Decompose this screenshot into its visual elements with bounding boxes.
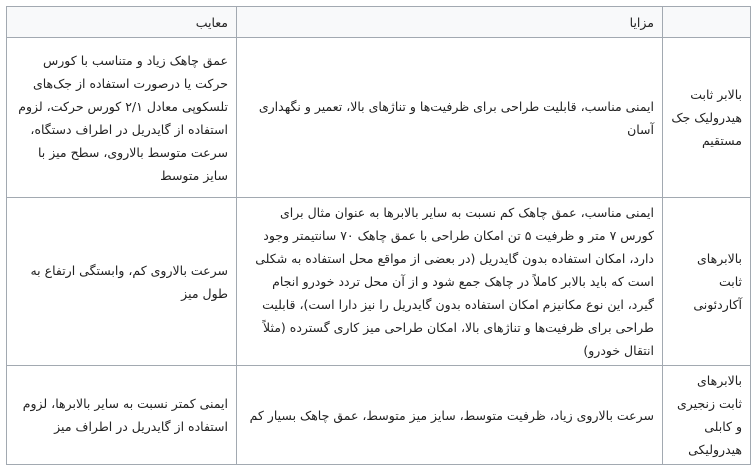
table-header-row [7, 7, 751, 38]
table-row [7, 38, 751, 198]
disadvantages-cell: سرعت بالاروی کم، وابستگی ارتفاع به طول میز [7, 198, 237, 366]
disadvantages-cell: عمق چاهک زیاد و متناسب با کورس حرکت یا درصورت استفاده از جک‌های تلسکوپی معادل ۲/۱ کورس حرکت، لزوم استفاده از گایدریل در اطراف دستگاه، سرعت متوسط بالاروی، سطح میز با سایز متوسط [7, 38, 237, 198]
header-disadvantages: معایب [7, 7, 237, 38]
advantages-cell: ایمنی مناسب، عمق چاهک کم نسبت به سایر بالابرها به عنوان مثال برای کورس ۷ متر و ظرفیت ۵ تن امکان طراحی با عمق چاهک ۷۰ سانتیمتر وجود دارد، امکان استفاده بدون گایدریل (در بعضی از مواقع محل استفاده به شکلی است که باید بالابر کاملاً در چاهک جمع شود و از آن محل تردد خودرو انجام گیرد، این نوع مکانیزم امکان استفاده بدون گایدریل را نیز دارا است)، قابلیت طراحی برای ظرفیت‌ها و تناژهای بالا، امکان طراحی میز کاری گسترده (مثلاً انتقال خودرو) [237, 198, 663, 366]
disadvantages-cell: ایمنی کمتر نسبت به سایر بالابرها، لزوم استفاده از گایدریل در اطراف میز [7, 366, 237, 465]
comparison-table [6, 6, 751, 465]
table-row [7, 366, 751, 465]
advantages-cell: ایمنی مناسب، قابلیت طراحی برای ظرفیت‌ها و تناژهای بالا، تعمیر و نگهداری آسان [237, 38, 663, 198]
type-cell: بالابر ثابت هیدرولیک جک مستقیم [663, 38, 751, 198]
header-empty-cell [663, 7, 751, 38]
header-advantages: مزایا [237, 7, 663, 38]
table-row [7, 198, 751, 366]
type-cell: بالابرهای ثابت زنجیری و کابلی هیدرولیکی [663, 366, 751, 465]
type-cell: بالابرهای ثابت آکاردئونی [663, 198, 751, 366]
advantages-cell: سرعت بالاروی زیاد، ظرفیت متوسط، سایز میز متوسط، عمق چاهک بسیار کم [237, 366, 663, 465]
